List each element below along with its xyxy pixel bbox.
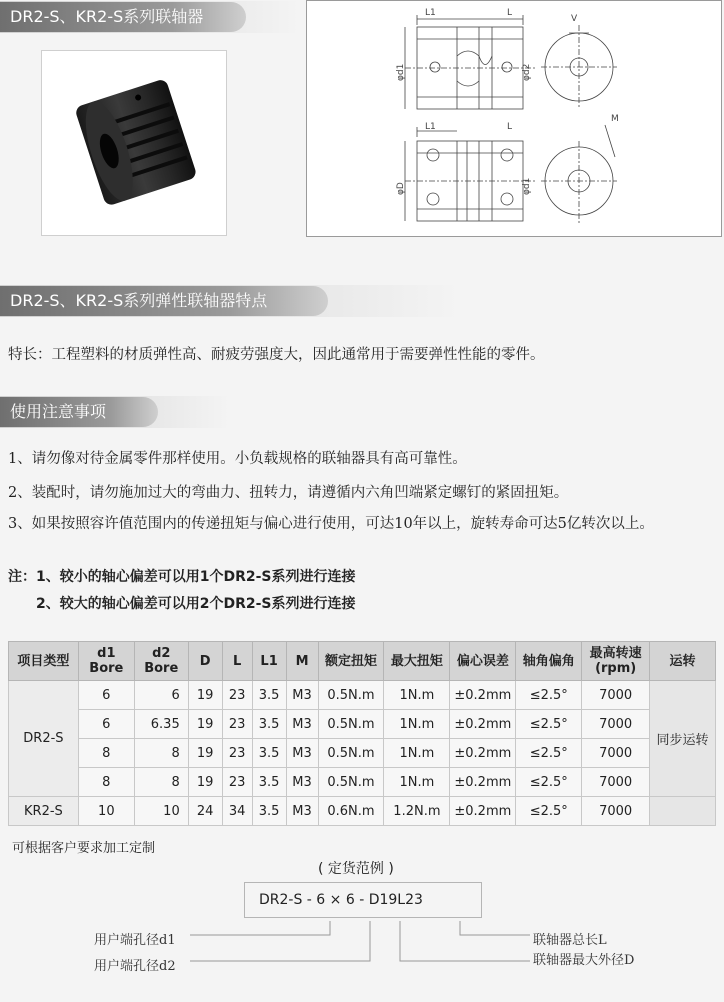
table-cell: 23 (222, 739, 252, 768)
column-header: 偏心误差 (450, 642, 516, 681)
column-header: 最高转速 (rpm) (582, 642, 650, 681)
note-item: 3、如果按照容许值范围内的传递扭矩与偏心进行使用，可达10年以上，旋转寿命可达5亿转次以上。 (8, 516, 654, 532)
table-cell: 23 (222, 681, 252, 710)
drawing-label: L (507, 122, 513, 132)
table-cell: 7000 (582, 710, 650, 739)
column-header: D (188, 642, 222, 681)
table-cell: 19 (188, 768, 222, 797)
column-header: L1 (252, 642, 286, 681)
table-cell: 10 (134, 797, 188, 826)
column-header: 最大扭矩 (384, 642, 450, 681)
remark-line: 2、较大的轴心偏差可以用2个DR2-S系列进行连接 (36, 596, 356, 612)
table-cell: ±0.2mm (450, 739, 516, 768)
table-cell: M3 (286, 710, 318, 739)
run-cell-empty (650, 797, 716, 826)
table-cell: 24 (188, 797, 222, 826)
label-D: 联轴器最大外径D (533, 953, 635, 968)
table-row (9, 710, 716, 739)
table-cell: 1N.m (384, 768, 450, 797)
order-code: DR2-S - 6 × 6 - D19L23 (244, 882, 482, 918)
table-cell: 1N.m (384, 710, 450, 739)
model-cell: DR2-S (9, 681, 79, 797)
run-cell: 同步运转 (650, 681, 716, 797)
table-header-row (9, 642, 716, 681)
table-cell: 19 (188, 681, 222, 710)
table-cell: 7000 (582, 768, 650, 797)
column-header: 运转 (650, 642, 716, 681)
drawing-label: V (571, 14, 578, 24)
column-header: d1 Bore (78, 642, 134, 681)
note-item: 2、装配时，请勿施加过大的弯曲力、扭转力，请遵循内六角凹端紧定螺钉的紧固扭矩。 (8, 485, 569, 501)
table-cell: 3.5 (252, 768, 286, 797)
table-cell: 23 (222, 710, 252, 739)
table-cell: 3.5 (252, 797, 286, 826)
table-cell: ±0.2mm (450, 797, 516, 826)
drawing-label: φd1 (522, 177, 532, 195)
table-cell: 34 (222, 797, 252, 826)
table-row (9, 739, 716, 768)
table-cell: 23 (222, 768, 252, 797)
table-cell: 0.5N.m (318, 681, 384, 710)
table-cell: 6.35 (134, 710, 188, 739)
table-cell: 10 (78, 797, 134, 826)
table-cell: 6 (134, 681, 188, 710)
table-cell: 8 (78, 768, 134, 797)
table-cell: 8 (134, 739, 188, 768)
label-d2: 用户端孔径d2 (94, 959, 176, 974)
feature-text: 特长：工程塑料的材质弹性高、耐疲劳强度大，因此通常用于需要弹性性能的零件。 (8, 347, 545, 363)
table-cell: ±0.2mm (450, 710, 516, 739)
drawing-label: L1 (425, 8, 436, 18)
drawing-label: φD (396, 182, 406, 195)
table-cell: 3.5 (252, 710, 286, 739)
table-cell: 7000 (582, 797, 650, 826)
column-header: d2 Bore (134, 642, 188, 681)
table-cell: M3 (286, 797, 318, 826)
table-cell: ≤2.5° (516, 768, 582, 797)
product-photo (41, 50, 227, 236)
table-cell: ≤2.5° (516, 739, 582, 768)
table-cell: 1.2N.m (384, 797, 450, 826)
table-cell: 3.5 (252, 739, 286, 768)
column-header: 项目类型 (9, 642, 79, 681)
spec-table (8, 641, 716, 826)
table-row (9, 681, 716, 710)
table-cell: 7000 (582, 681, 650, 710)
table-cell: ±0.2mm (450, 768, 516, 797)
section-title: 使用注意事项 (0, 397, 158, 427)
drawing-label: L1 (425, 122, 436, 132)
model-cell: KR2-S (9, 797, 79, 826)
table-cell: 6 (78, 681, 134, 710)
custom-note: 可根据客户要求加工定制 (12, 841, 156, 856)
column-header: 轴角偏角 (516, 642, 582, 681)
table-row (9, 768, 716, 797)
table-cell: ±0.2mm (450, 681, 516, 710)
technical-drawing (306, 0, 722, 237)
drawing-label: φd1 (396, 63, 406, 81)
table-cell: 8 (78, 739, 134, 768)
header-title: DR2-S、KR2-S系列联轴器 (0, 2, 246, 32)
table-cell: ≤2.5° (516, 797, 582, 826)
table-cell: 0.5N.m (318, 768, 384, 797)
table-cell: M3 (286, 681, 318, 710)
drawing-label: M (611, 114, 619, 124)
table-cell: ≤2.5° (516, 710, 582, 739)
note-item: 1、请勿像对待金属零件那样使用。小负载规格的联轴器具有高可靠性。 (8, 451, 467, 467)
column-header: 额定扭矩 (318, 642, 384, 681)
table-cell: M3 (286, 739, 318, 768)
table-cell: M3 (286, 768, 318, 797)
table-cell: 0.5N.m (318, 739, 384, 768)
table-cell: 0.5N.m (318, 710, 384, 739)
drawing-label: L (507, 8, 513, 18)
table-cell: 3.5 (252, 681, 286, 710)
table-cell: ≤2.5° (516, 681, 582, 710)
table-cell: 19 (188, 710, 222, 739)
table-cell: 7000 (582, 739, 650, 768)
table-cell: 1N.m (384, 739, 450, 768)
table-cell: 19 (188, 739, 222, 768)
table-cell: 1N.m (384, 681, 450, 710)
order-title: ( 定货范例 ) (318, 861, 394, 877)
section-title: DR2-S、KR2-S系列弹性联轴器特点 (0, 286, 328, 316)
drawing-label: φd2 (522, 63, 532, 81)
column-header: M (286, 642, 318, 681)
remark-line: 注：1、较小的轴心偏差可以用1个DR2-S系列进行连接 (8, 569, 356, 585)
label-d1: 用户端孔径d1 (94, 933, 176, 948)
column-header: L (222, 642, 252, 681)
table-cell: 6 (78, 710, 134, 739)
table-cell: 0.6N.m (318, 797, 384, 826)
table-row (9, 797, 716, 826)
label-L: 联轴器总长L (533, 933, 607, 948)
table-cell: 8 (134, 768, 188, 797)
